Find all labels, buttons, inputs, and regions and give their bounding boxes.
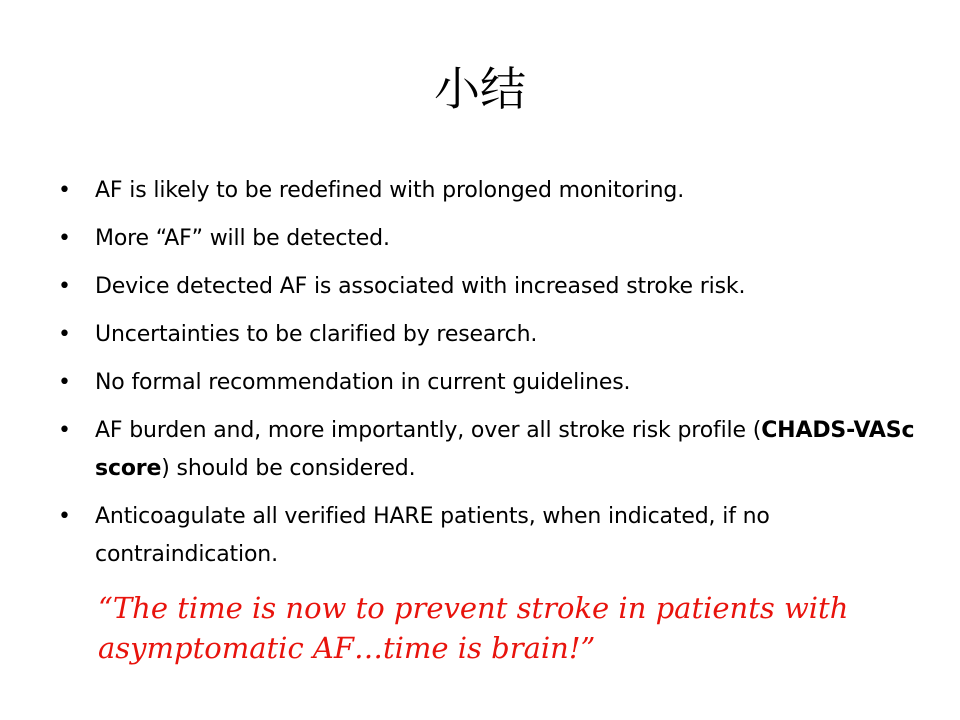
bullet-marker: • — [58, 274, 71, 299]
bullet-item-anticoagulate — [58, 498, 918, 574]
slide-title: 小结 — [434, 62, 526, 116]
bullet-marker: • — [58, 504, 71, 529]
bullet-marker: • — [58, 178, 71, 203]
bullet-list — [58, 172, 918, 584]
bullet-marker: • — [58, 370, 71, 395]
bullet-text: Uncertainties to be clarified by research. — [95, 322, 538, 347]
bullet-item-af-burden — [58, 412, 918, 488]
bullet-marker: • — [58, 418, 71, 443]
quote-text: “The time is now to prevent stroke in patients with asymptomatic AF…time is brain!” — [98, 591, 849, 665]
bullet-item-uncertainties — [58, 316, 918, 354]
bullet-text: More “AF” will be detected. — [95, 226, 390, 251]
bullet-item-guidelines — [58, 364, 918, 402]
bullet-text: Device detected AF is associated with increased stroke risk. — [95, 274, 746, 299]
bullet-text: AF is likely to be redefined with prolonged monitoring. — [95, 178, 685, 203]
chadsvasc-score-text: CHADS-VASc score — [95, 418, 915, 481]
bullet-text-after: ) should be considered. — [161, 456, 416, 481]
bullet-item-stroke-risk — [58, 268, 918, 306]
bullet-text: No formal recommendation in current guidelines. — [95, 370, 631, 395]
bullet-marker: • — [58, 226, 71, 251]
bullet-item-redefined — [58, 172, 918, 210]
bullet-text-before: AF burden and, more importantly, over all stroke risk profile ( — [95, 418, 762, 443]
bullet-marker: • — [58, 322, 71, 347]
bullet-text: Anticoagulate all verified HARE patients, when indicated, if no contraindication. — [95, 504, 770, 567]
bullet-item-more-af — [58, 220, 918, 258]
